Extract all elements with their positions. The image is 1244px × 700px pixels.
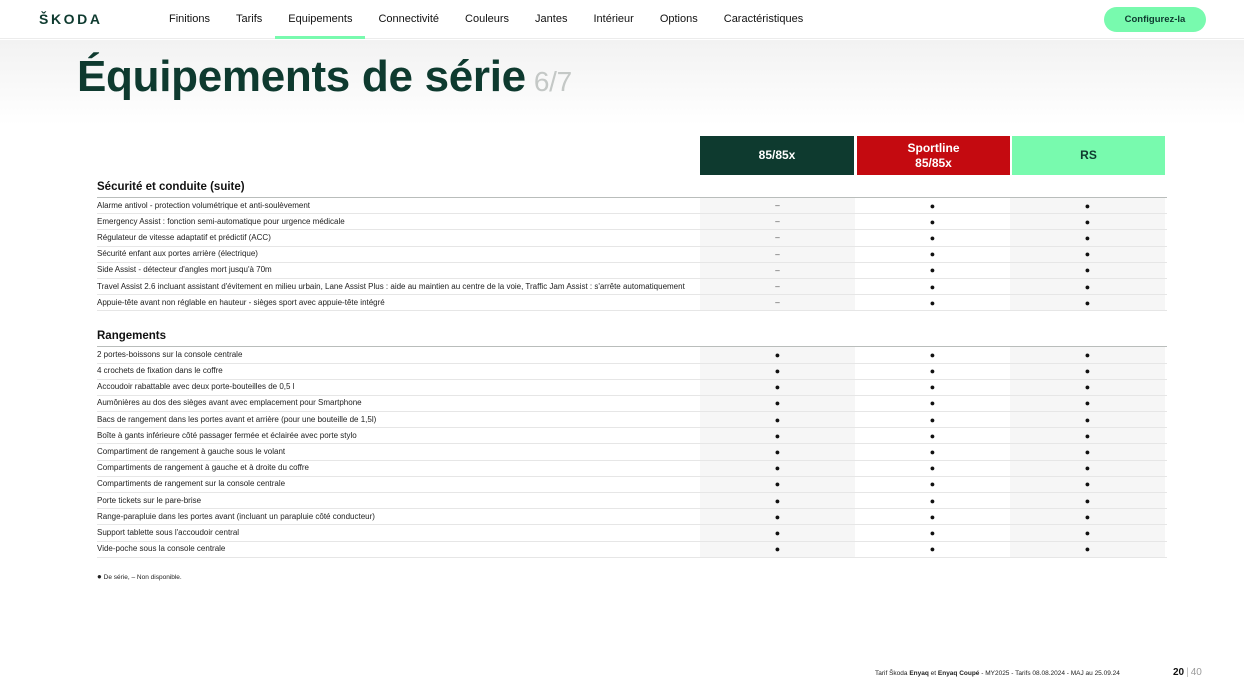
table-section (97, 325, 1167, 557)
standard-dot-icon: ● (1010, 214, 1165, 229)
row-label: Compartiments de rangement à gauche et à droite du coffre (97, 463, 309, 473)
row-values (700, 509, 1165, 524)
standard-dot-icon: ● (700, 525, 855, 540)
legend-standard: De série, (103, 574, 130, 581)
row-label: Compartiment de rangement à gauche sous le volant (97, 447, 286, 457)
top-navigation (0, 0, 1244, 39)
table-row (97, 364, 1167, 380)
standard-dot-icon: ● (1010, 509, 1165, 524)
standard-dot-icon: ● (700, 509, 855, 524)
standard-dot-icon: ● (929, 430, 936, 441)
standard-dot-icon: ● (1010, 279, 1165, 294)
row-values (700, 444, 1165, 459)
row-values (700, 230, 1165, 245)
standard-dot-icon: ● (929, 297, 936, 308)
nav-item-caracteristiques[interactable]: Caractéristiques (723, 13, 804, 25)
standard-dot-icon: ● (929, 382, 936, 393)
table-row (97, 198, 1167, 214)
legend-na: Non disponible. (136, 574, 182, 581)
row-values (700, 542, 1165, 557)
nav-item-connectivite[interactable]: Connectivité (378, 13, 440, 25)
row-label: Appuie-tête avant non réglable en hauteur - sièges sport avec appuie-tête intégré (97, 297, 385, 307)
table-row (97, 525, 1167, 541)
page-title-text: Équipements de série (77, 52, 526, 101)
not-available-cell: – (700, 247, 855, 262)
standard-dot-icon: ● (1010, 525, 1165, 540)
table-row (97, 396, 1167, 412)
row-label: Sécurité enfant aux portes arrière (électrique) (97, 249, 258, 259)
row-label: 2 portes-boissons sur la console centrale (97, 349, 243, 359)
standard-dot-icon: ● (929, 265, 936, 276)
row-label: Travel Assist 2.6 incluant assistant d'évitement en milieu urbain, Lane Assist Plus : aide au maintien au centre de la voie, Traffic Jam Assist : s'arrête automatiquement (97, 281, 685, 291)
skoda-logo[interactable]: ŠKODA (39, 11, 103, 27)
standard-dot-icon: ● (929, 398, 936, 409)
row-label: Support tablette sous l'accoudoir central (97, 527, 240, 537)
standard-dot-icon: ● (1010, 347, 1165, 362)
row-values (700, 428, 1165, 443)
standard-dot-icon: ● (1010, 364, 1165, 379)
row-values (700, 295, 1165, 310)
table-row (97, 477, 1167, 493)
row-values (700, 347, 1165, 362)
standard-dot-icon: ● (1010, 230, 1165, 245)
standard-dot-icon: ● (1010, 263, 1165, 278)
standard-dot-icon: ● (1010, 461, 1165, 476)
table-row (97, 347, 1167, 363)
standard-dot-icon: ● (700, 444, 855, 459)
row-label: 4 crochets de fixation dans le coffre (97, 366, 223, 376)
footer-model-1: Enyaq (909, 670, 929, 677)
standard-dot-icon: ● (1010, 477, 1165, 492)
table-row (97, 542, 1167, 558)
page-separator: | (1186, 667, 1189, 678)
standard-dot-icon: ● (929, 414, 936, 425)
standard-dot-icon: ● (929, 511, 936, 522)
standard-dot-icon: ● (700, 542, 855, 557)
standard-dot-icon: ● (929, 479, 936, 490)
row-values (700, 279, 1165, 294)
standard-dot-icon: ● (700, 380, 855, 395)
table-row (97, 230, 1167, 246)
row-label: Porte tickets sur le pare-brise (97, 495, 202, 505)
standard-dot-icon: ● (1010, 295, 1165, 310)
standard-dot-icon: ● (700, 396, 855, 411)
row-label: Emergency Assist : fonction semi-automatique pour urgence médicale (97, 216, 345, 226)
table-row (97, 428, 1167, 444)
page-total: 40 (1190, 667, 1202, 678)
footer-note (875, 670, 1120, 677)
standard-dot-icon: ● (1010, 396, 1165, 411)
nav-item-jantes[interactable]: Jantes (535, 13, 568, 25)
table-row (97, 247, 1167, 263)
column-header-rs (1012, 136, 1165, 175)
footer-and: et (928, 670, 938, 677)
standard-dot-icon: ● (1010, 380, 1165, 395)
configure-button[interactable]: Configurez-la (1104, 7, 1206, 32)
row-label: Vide-poche sous la console centrale (97, 544, 226, 554)
standard-dot-icon: ● (929, 281, 936, 292)
standard-dot-icon: ● (929, 527, 936, 538)
row-values (700, 525, 1165, 540)
row-values (700, 198, 1165, 213)
row-label: Boîte à gants inférieure côté passager fermée et éclairée avec porte stylo (97, 430, 357, 440)
standard-dot-icon: ● (929, 495, 936, 506)
standard-dot-icon: ● (700, 461, 855, 476)
row-label: Bacs de rangement dans les portes avant et arrière (pour une bouteille de 1,5l) (97, 414, 377, 424)
table-row (97, 295, 1167, 311)
standard-dot-icon: ● (1010, 493, 1165, 508)
table-row (97, 461, 1167, 477)
row-label: Aumônières au dos des sièges avant avec emplacement pour Smartphone (97, 398, 362, 408)
standard-dot-icon: ● (1010, 247, 1165, 262)
table-row (97, 493, 1167, 509)
page-step: 6/7 (533, 66, 572, 97)
equipment-table (97, 176, 1167, 572)
standard-dot-icon: ● (700, 477, 855, 492)
row-label: Compartiments de rangement sur la console centrale (97, 479, 286, 489)
row-values (700, 477, 1165, 492)
column-header-label: 85/85x (758, 148, 796, 162)
standard-dot-icon: ● (929, 349, 936, 360)
not-available-cell: – (700, 279, 855, 294)
standard-dot-icon: ● (929, 232, 936, 243)
column-header-label: RS (1080, 148, 1097, 162)
row-values (700, 412, 1165, 427)
legend (97, 572, 182, 581)
footer-suffix: - MY2025 - Tarifs 08.08.2024 - MAJ au 25.09.24 (979, 670, 1120, 677)
standard-dot-icon: ● (929, 544, 936, 555)
section-title: Rangements (97, 325, 1167, 347)
row-label: Accoudoir rabattable avec deux porte-bouteilles de 0,5 l (97, 382, 295, 392)
nav-item-tarifs[interactable]: Tarifs (235, 13, 263, 25)
nav-item-interieur[interactable]: Intérieur (593, 13, 634, 25)
row-values (700, 263, 1165, 278)
table-row (97, 509, 1167, 525)
nav-menu (156, 0, 816, 39)
row-values (700, 493, 1165, 508)
not-available-cell: – (700, 214, 855, 229)
table-row (97, 444, 1167, 460)
not-available-cell: – (700, 295, 855, 310)
table-row (97, 214, 1167, 230)
column-header-sublabel: 85/85x (915, 155, 952, 170)
page-current: 20 (1173, 667, 1185, 678)
standard-dot-icon: ● (929, 200, 936, 211)
not-available-cell: – (700, 230, 855, 245)
standard-dot-icon: ● (929, 447, 936, 458)
table-row (97, 279, 1167, 295)
standard-dot-icon: ● (700, 347, 855, 362)
standard-dot-icon: ● (97, 572, 102, 581)
column-header-85-85x (700, 136, 854, 175)
row-label: Range-parapluie dans les portes avant (incluant un parapluie côté conducteur) (97, 511, 375, 521)
standard-dot-icon: ● (929, 463, 936, 474)
row-values (700, 214, 1165, 229)
table-section (97, 176, 1167, 311)
not-available-cell: – (700, 198, 855, 213)
row-values (700, 396, 1165, 411)
standard-dot-icon: ● (700, 493, 855, 508)
column-header-sportline (857, 136, 1010, 175)
row-label: Alarme antivol - protection volumétrique et anti-soulèvement (97, 200, 310, 210)
page-title (77, 52, 572, 102)
legend-na-symbol: – (131, 574, 136, 581)
nav-item-couleurs[interactable]: Couleurs (465, 13, 510, 25)
row-values (700, 380, 1165, 395)
row-values (700, 461, 1165, 476)
row-label: Side Assist - détecteur d'angles mort jusqu'à 70m (97, 265, 272, 275)
standard-dot-icon: ● (1010, 198, 1165, 213)
nav-item-finitions[interactable]: Finitions (169, 13, 210, 25)
standard-dot-icon: ● (1010, 444, 1165, 459)
nav-item-options[interactable]: Options (659, 13, 698, 25)
standard-dot-icon: ● (700, 364, 855, 379)
standard-dot-icon: ● (700, 428, 855, 443)
table-row (97, 263, 1167, 279)
table-row (97, 380, 1167, 396)
nav-item-equipements[interactable]: Equipements (275, 0, 365, 39)
row-values (700, 364, 1165, 379)
standard-dot-icon: ● (929, 366, 936, 377)
not-available-cell: – (700, 263, 855, 278)
row-values (700, 247, 1165, 262)
table-row (97, 412, 1167, 428)
standard-dot-icon: ● (929, 216, 936, 227)
standard-dot-icon: ● (1010, 412, 1165, 427)
standard-dot-icon: ● (1010, 428, 1165, 443)
footer-prefix: Tarif Škoda (875, 670, 910, 677)
standard-dot-icon: ● (929, 249, 936, 260)
column-header-label: Sportline (907, 140, 960, 155)
page-number (1173, 667, 1202, 678)
row-label: Régulateur de vitesse adaptatif et prédictif (ACC) (97, 232, 271, 242)
standard-dot-icon: ● (1010, 542, 1165, 557)
footer-model-2: Enyaq Coupé (937, 670, 980, 677)
standard-dot-icon: ● (700, 412, 855, 427)
section-title: Sécurité et conduite (suite) (97, 176, 1167, 198)
